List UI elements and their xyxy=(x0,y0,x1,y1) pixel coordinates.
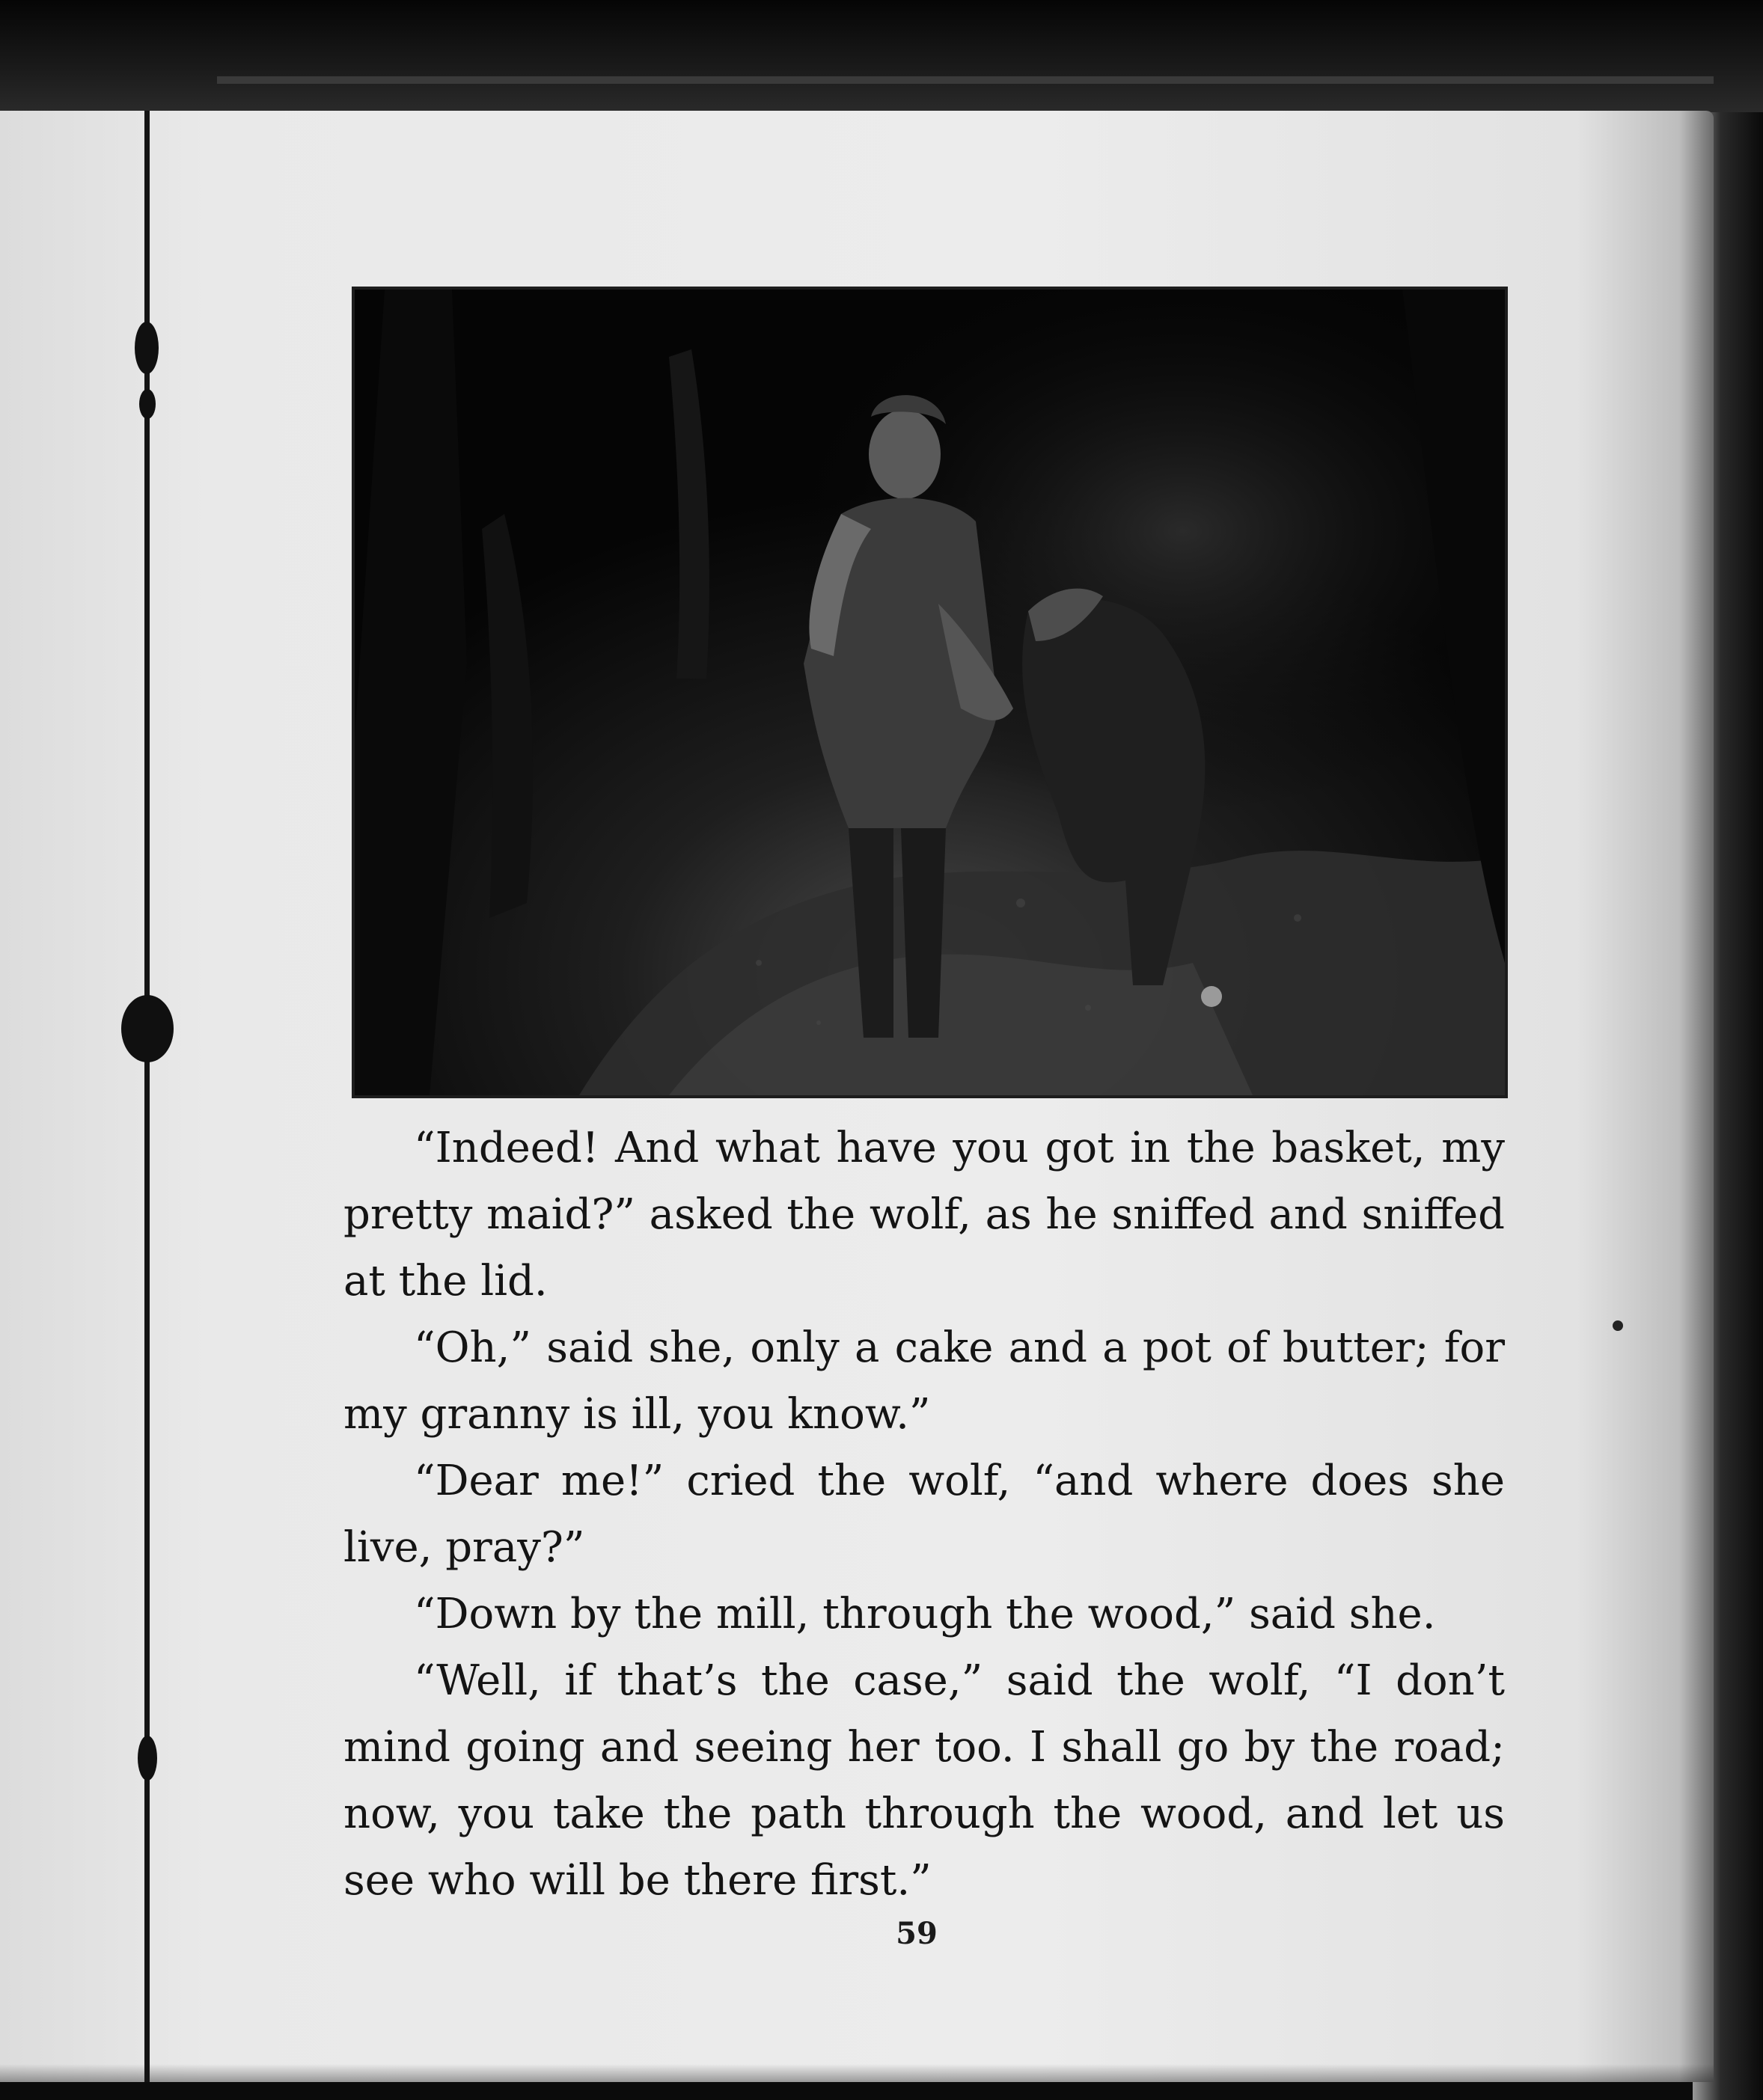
binding-mark xyxy=(139,389,156,419)
binding-mark xyxy=(138,1736,157,1781)
scan-speck xyxy=(1613,1320,1623,1331)
binding-mark xyxy=(121,995,174,1062)
page-number: 59 xyxy=(896,1916,938,1951)
illustration-girl-and-wolf xyxy=(352,287,1508,1098)
story-text xyxy=(343,1115,1505,1914)
binding-mark xyxy=(135,322,159,374)
paragraph: “Indeed! And what have you got in the basket, my pretty maid?” asked the wolf, as he sniffed and sniffed at the lid. xyxy=(343,1124,1505,1305)
paragraph: “Down by the mill, through the wood,” said she. xyxy=(414,1590,1436,1638)
illustration-artwork xyxy=(355,290,1505,1095)
scan-top-shadow xyxy=(0,0,1763,112)
paragraph: “Oh,” said she, only a cake and a pot of butter; for my granny is ill, you know.” xyxy=(343,1323,1505,1439)
paragraph: “Well, if that’s the case,” said the wolf, “I don’t mind going and seeing her too. I shall go by the road; now, you take the path through the wood, and let us see who will be there first.” xyxy=(343,1656,1505,1905)
scan-top-rule xyxy=(217,76,1714,84)
paragraph: “Dear me!” cried the wolf, “and where does she live, pray?” xyxy=(343,1457,1505,1572)
